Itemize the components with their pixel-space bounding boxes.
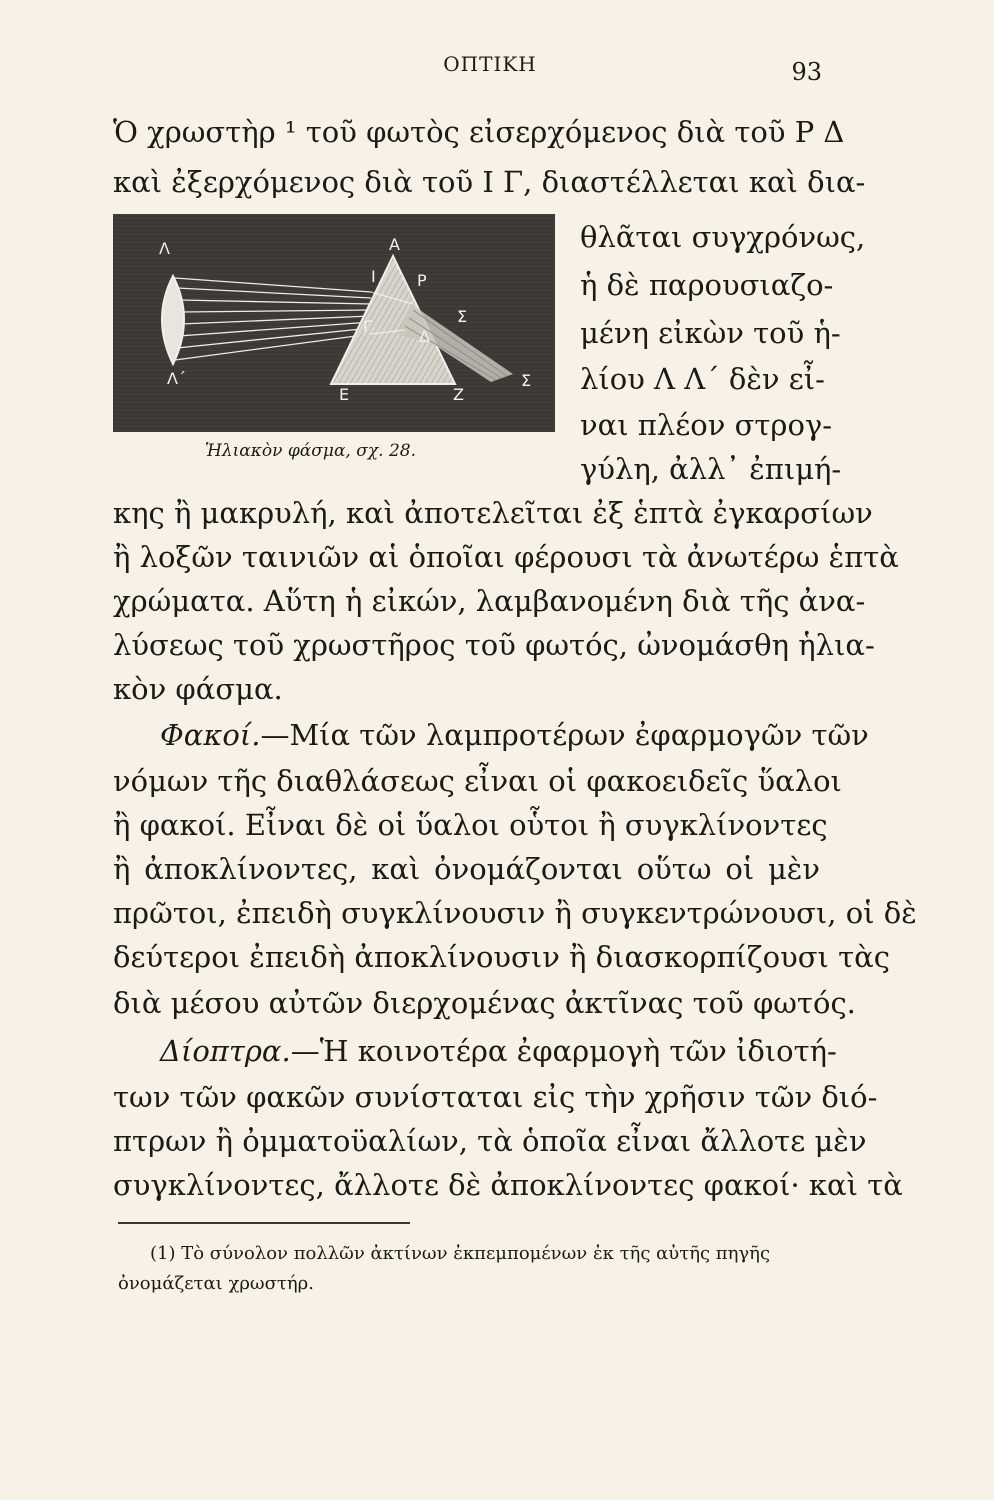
text-line: λίου Λ Λ΄ δὲν εἶ- xyxy=(580,362,825,396)
heading-continuation: —Μία τῶν λαμπροτέρων ἐφαρμογῶν τῶν xyxy=(260,718,869,752)
text-line: κης ἢ μακρυλή, καὶ ἀποτελεῖται ἐξ ἑπτὰ ἐγκαρσίων xyxy=(113,496,873,530)
text-line: δεύτεροι ἐπειδὴ ἀποκλίνουσιν ἢ διασκορπίζουσι τὰς xyxy=(113,940,890,974)
text-line: νόμων τῆς διαθλάσεως εἶναι οἱ φακοειδεῖς ὕαλοι xyxy=(113,764,842,798)
text-line: θλᾶται συγχρόνως, xyxy=(580,220,866,254)
figure-label: Λ xyxy=(159,239,170,258)
footnote-divider xyxy=(118,1222,410,1224)
figure-label: Γ xyxy=(363,317,372,336)
figure-label: Σ xyxy=(521,371,532,390)
figure-label: Ζ xyxy=(453,385,464,404)
text-line: Ὁ χρωστὴρ ¹ τοῦ φωτὸς εἰσερχόμενος διὰ τοῦ Ρ Δ xyxy=(113,115,845,149)
text-line: πτρων ἢ ὀμματοϋαλίων, τὰ ὁποῖα εἶναι ἄλλοτε μὲν xyxy=(113,1124,867,1158)
text-line: λύσεως τοῦ χρωστῆρος τοῦ φωτός, ὠνομάσθη ἡλια- xyxy=(113,628,875,662)
heading-continuation: —Ἡ κοινοτέρα ἐφαρμογὴ τῶν ἰδιοτή- xyxy=(290,1034,837,1068)
figure-label: Ρ xyxy=(417,271,427,290)
text-line: κὸν φάσμα. xyxy=(113,672,283,706)
text-line: συγκλίνοντες, ἄλλοτε δὲ ἀποκλίνοντες φακοί· καὶ τὰ xyxy=(113,1168,903,1202)
section-heading-line xyxy=(160,716,869,754)
text-line: διὰ μέσου αὐτῶν διερχομένας ἀκτῖνας τοῦ φωτός. xyxy=(113,986,856,1020)
section-heading: Δίοπτρα. xyxy=(160,1034,291,1068)
text-line: ναι πλέον στρογ- xyxy=(580,408,833,442)
text-line: πρῶτοι, ἐπειδὴ συγκλίνουσιν ἢ συγκεντρώνουσι, οἱ δὲ xyxy=(113,896,917,930)
running-head xyxy=(0,52,994,92)
text-line: καὶ ἐξερχόμενος διὰ τοῦ Ι Γ, διαστέλλεται καὶ δια- xyxy=(113,165,866,199)
figure-label: Δ xyxy=(419,327,430,346)
footnote-line: ὀνομάζεται χρωστήρ. xyxy=(118,1273,314,1294)
text-line: ἢ φακοί. Εἶναι δὲ οἱ ὕαλοι οὗτοι ἢ συγκλίνοντες xyxy=(113,808,828,842)
text-line: ἡ δὲ παρουσιαζο- xyxy=(580,268,834,302)
text-line: των τῶν φακῶν συνίσταται εἰς τὴν χρῆσιν τῶν διό- xyxy=(113,1080,878,1114)
text-line: ἢ ἀποκλίνοντες, καὶ ὀνομάζονται οὕτω οἱ μὲν xyxy=(113,852,820,886)
figure-label: Α xyxy=(389,235,400,254)
running-head-title: ΟΠΤΙΚΗ xyxy=(443,52,537,76)
figure-label: Σ xyxy=(457,307,468,326)
text-line: μένη εἰκὼν τοῦ ἡ- xyxy=(580,316,841,350)
prism-diagram xyxy=(113,214,555,432)
section-heading-line xyxy=(160,1032,837,1070)
text-line: ἢ λοξῶν ταινιῶν αἱ ὁποῖαι φέρουσι τὰ ἀνωτέρω ἑπτὰ xyxy=(113,540,899,574)
text-line: χρώματα. Αὕτη ἡ εἰκών, λαμβανομένη διὰ τῆς ἀνα- xyxy=(113,584,866,618)
footnote-line: (1) Τὸ σύνολον πολλῶν ἀκτίνων ἐκπεμπομένων ἐκ τῆς αὐτῆς πηγῆς xyxy=(150,1243,771,1264)
prism-figure xyxy=(113,214,555,432)
figure-label: Ι xyxy=(371,267,376,286)
figure-caption: Ἡλιακὸν φάσμα, σχ. 28. xyxy=(205,441,416,461)
section-heading: Φακοί. xyxy=(160,718,261,752)
page-number: 93 xyxy=(791,58,822,86)
text-line: γύλη, ἀλλ᾽ ἐπιμή- xyxy=(580,452,842,486)
figure-label: Λ΄ xyxy=(167,369,186,388)
figure-label: Ε xyxy=(339,385,350,404)
